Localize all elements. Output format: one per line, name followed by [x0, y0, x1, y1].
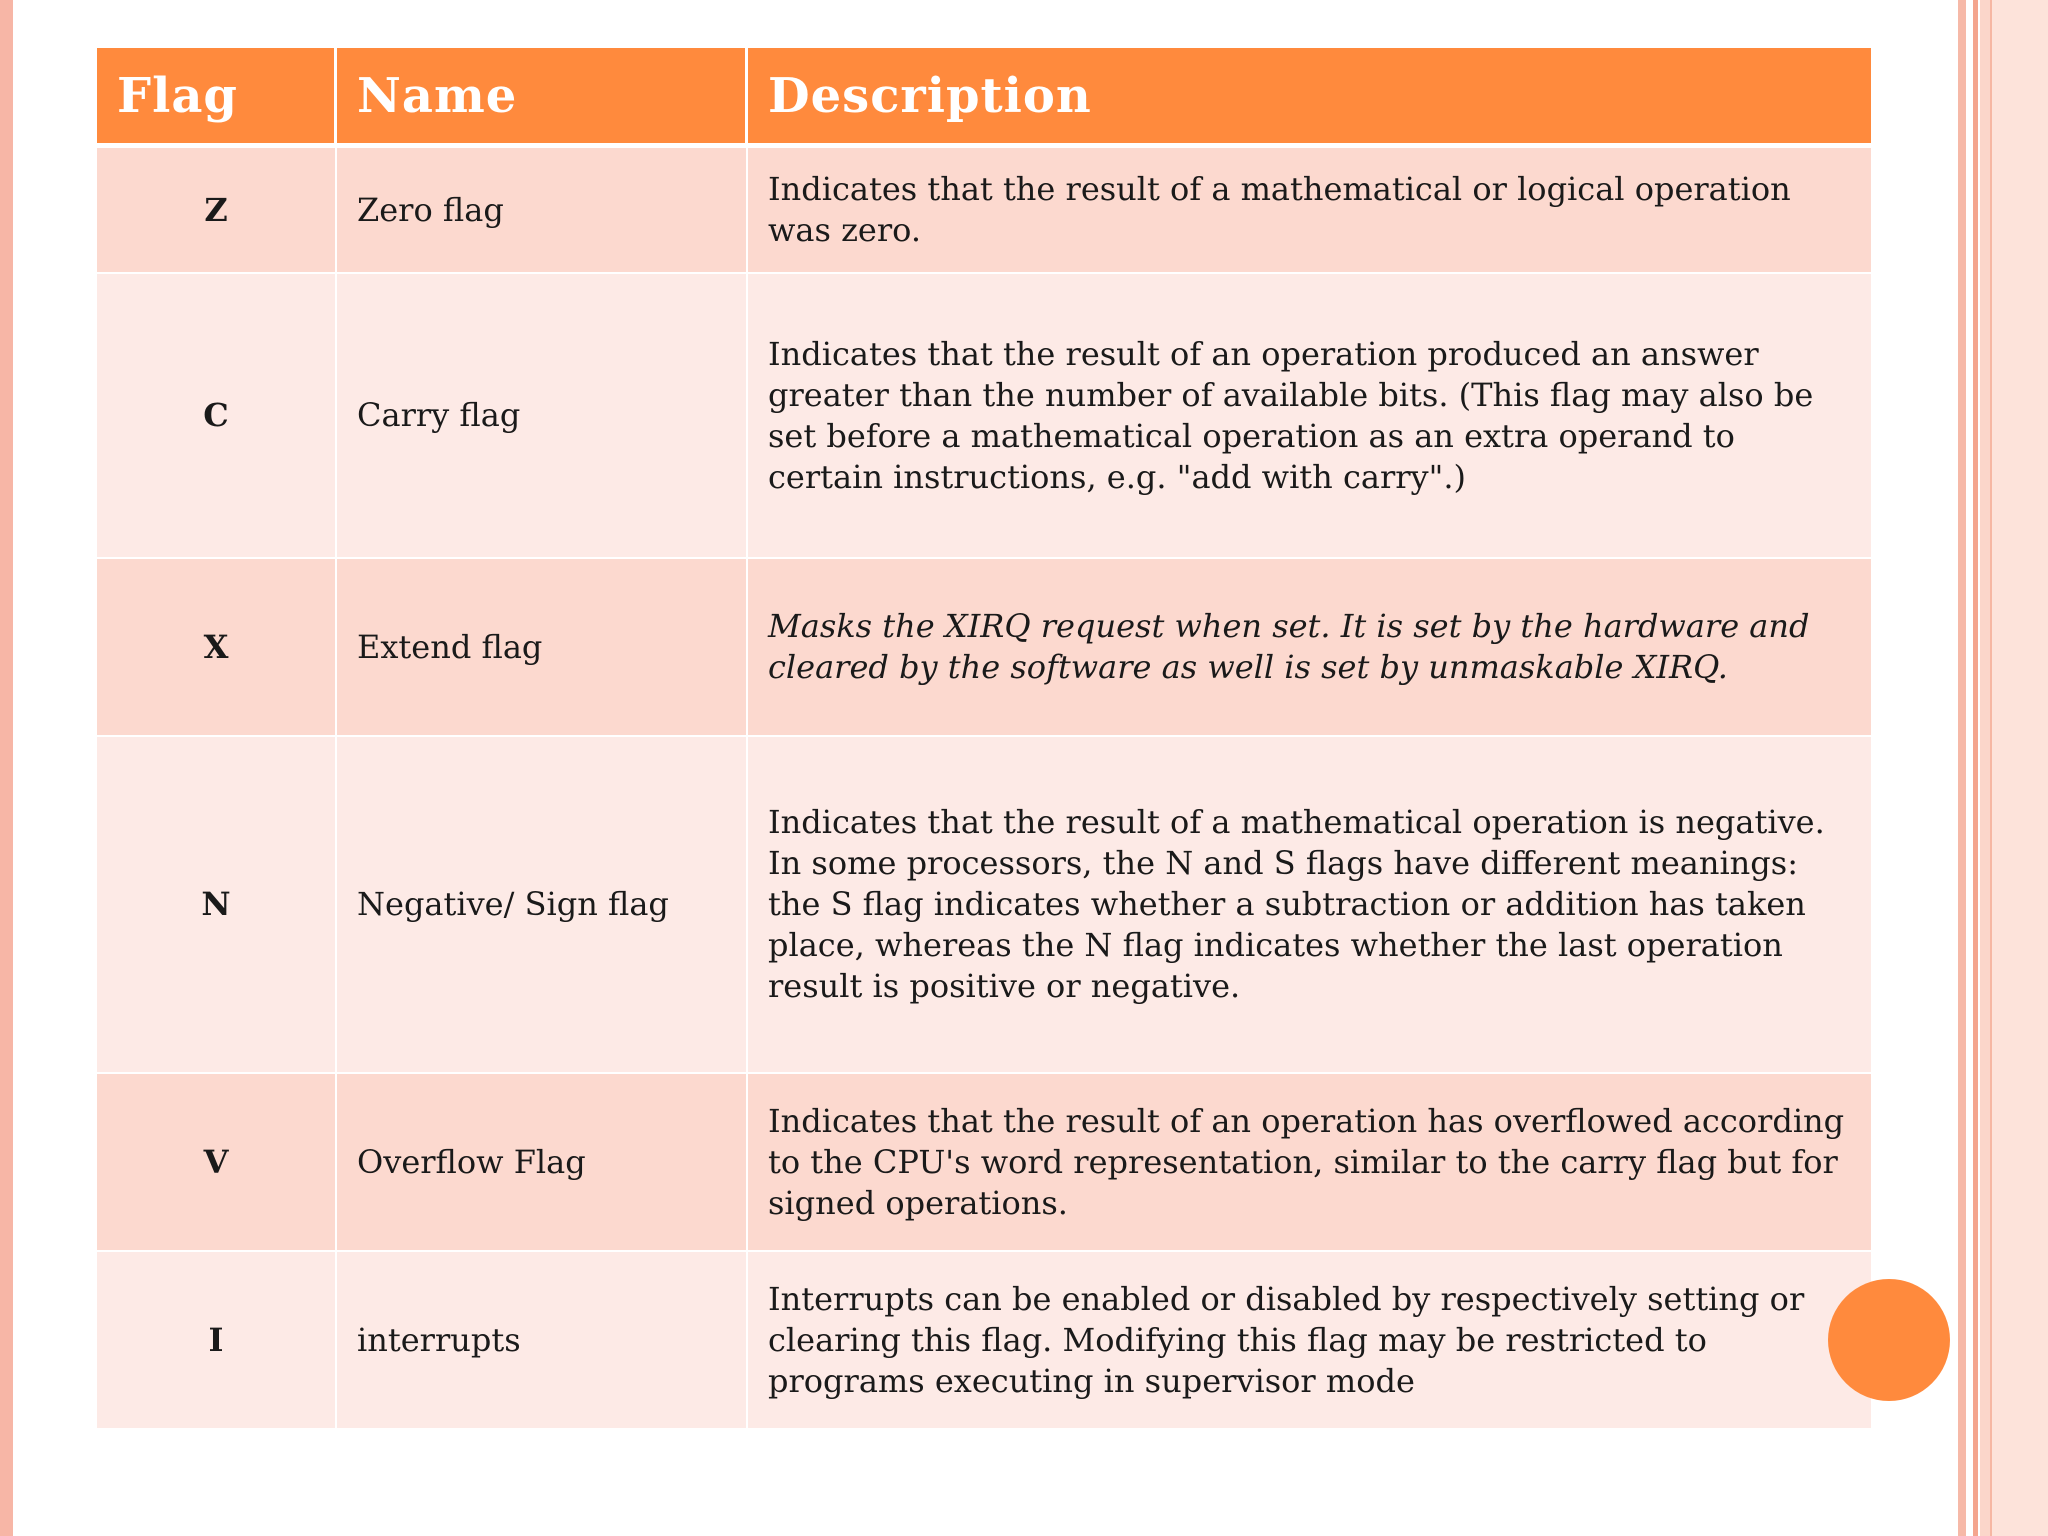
flag-cell: X: [97, 559, 337, 737]
decorative-orange-circle: [1828, 1279, 1950, 1401]
table-row: [97, 737, 1871, 1074]
name-cell: Zero flag: [337, 148, 748, 274]
header-description: Description: [748, 48, 1871, 148]
flag-cell: N: [97, 737, 337, 1074]
table-row: [97, 559, 1871, 737]
header-flag: Flag: [97, 48, 337, 148]
table-row: [97, 1074, 1871, 1252]
description-cell: Indicates that the result of an operation has overflowed according to the CPU's word representation, similar to the carry flag but for signed operations.: [748, 1074, 1871, 1252]
description-cell: Indicates that the result of an operation produced an answer greater than the number of available bits. (This flag may also be set before a mathematical operation as an extra operand to certain instructions, e.g. "add with carry".): [748, 274, 1871, 559]
table-row: [97, 274, 1871, 559]
name-cell: Negative/ Sign flag: [337, 737, 748, 1074]
flag-cell: V: [97, 1074, 337, 1252]
slide-right-border-band: [1980, 0, 2048, 1536]
slide-right-border-stripe: [1973, 0, 1978, 1536]
flag-cell: C: [97, 274, 337, 559]
flag-cell: Z: [97, 148, 337, 274]
slide-left-border: [0, 0, 13, 1536]
flags-table: [97, 48, 1871, 1430]
table-row: [97, 148, 1871, 274]
slide-right-border-stripe: [1958, 0, 1966, 1536]
name-cell: Extend flag: [337, 559, 748, 737]
description-cell: Indicates that the result of a mathematical operation is negative. In some processors, the N and S flags have different meanings: the S flag indicates whether a subtraction or addition has taken place, whereas the N flag indicates whether the last operation result is positive or negative.: [748, 737, 1871, 1074]
table-header-row: [97, 48, 1871, 148]
description-cell: Interrupts can be enabled or disabled by respectively setting or clearing this flag. Modifying this flag may be restricted to programs executing in supervisor mode: [748, 1252, 1871, 1430]
description-cell: Masks the XIRQ request when set. It is set by the hardware and cleared by the software as well is set by unmaskable XIRQ.: [748, 559, 1871, 737]
name-cell: Overflow Flag: [337, 1074, 748, 1252]
header-name: Name: [337, 48, 748, 148]
name-cell: interrupts: [337, 1252, 748, 1430]
description-cell: Indicates that the result of a mathematical or logical operation was zero.: [748, 148, 1871, 274]
table-row: [97, 1252, 1871, 1430]
name-cell: Carry flag: [337, 274, 748, 559]
flag-cell: I: [97, 1252, 337, 1430]
